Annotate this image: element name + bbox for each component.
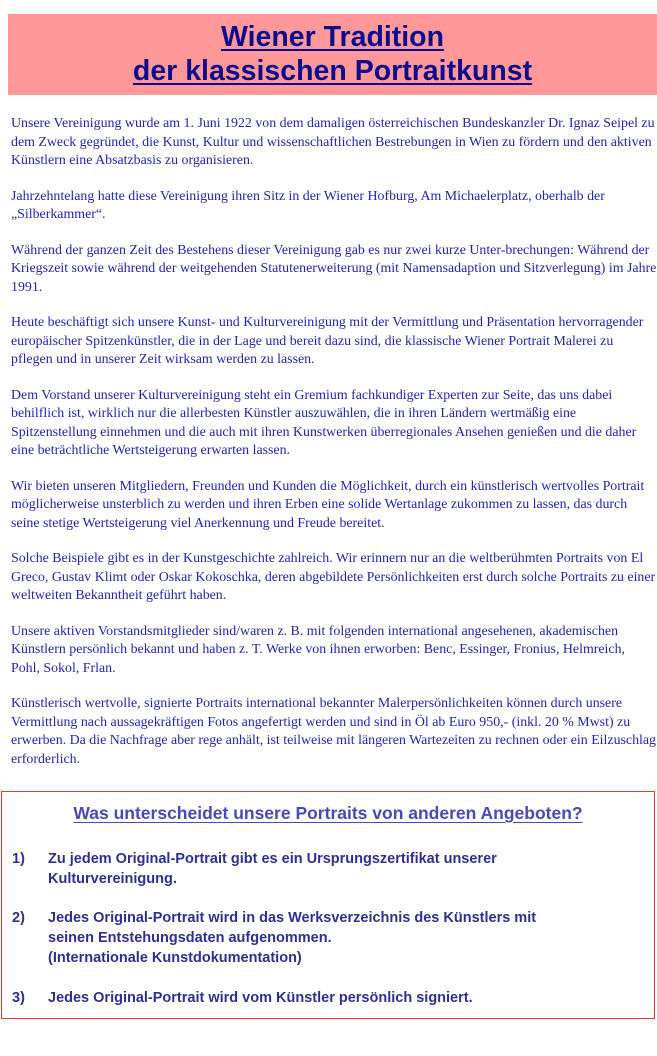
intro-text: [11, 115, 657, 786]
paragraph-board-members: Unsere aktiven Vorstandsmitglieder sind/waren z. B. mit folgenden international angesehenen, akademischen Künstlern persönlich bekannt und haben z. T. Werke von ihnen erworben: Benc, Essinger, Fronius, Helmreich, Pohl, Sokol, Frlan.: [11, 623, 625, 676]
features-heading: Was unterscheidet unsere Portraits von anderen Angeboten?: [73, 803, 583, 823]
paragraph-experts: Dem Vorstand unserer Kulturvereinigung steht ein Gremium fachkundiger Experten zur Seite, das uns dabei behilflich ist, wirklich nur die allerbesten Künstler auszuwählen, die in ihren Ländern wertmäßig eine Spitzenstellung einnehmen und die auch mit ihren Kunstwerken überregionales Ansehen genießen und die daher eine beträchtliche Wertsteigerung erwarten lassen.: [11, 387, 637, 458]
feature-line: Kulturvereinigung.: [48, 871, 177, 887]
feature-item-3: [12, 988, 642, 1008]
feature-number: 2): [12, 910, 25, 926]
paragraph-hofburg: Jahrzehntelang hatte diese Vereinigung ihren Sitz in der Wiener Hofburg, Am Michaelerplatz, oberhalb der „Silberkammer“.: [11, 188, 605, 222]
paragraph-offer: Wir bieten unseren Mitgliedern, Freunden und Kunden die Möglichkeit, durch ein künstlerisch wertvolles Portrait möglicherweise unsterblich zu werden und ihren Erben eine solide Wertanlage zukommen zu lassen, das durch seine stetige Wertsteigerung viel Anerkennung und Freude bereitet.: [11, 478, 645, 531]
paragraph-interruptions: Während der ganzen Zeit des Bestehens dieser Vereinigung gab es nur zwei kurze Unter-brechungen: Während der Kriegszeit sowie während der weitgehenden Statutenerweiterung (mit Namensadaption und Sitzverlegung) im Jahre 1991.: [11, 242, 657, 295]
feature-number: 1): [12, 851, 25, 867]
paragraph-pricing: Künstlerisch wertvolle, signierte Portraits international bekannter Malerpersönlichkeiten können durch unsere Vermittlung nach aussagekräftigen Fotos angefertigt werden und sind in Öl ab Euro 950,- (inkl. 20 % Mwst) zu erwerben. Da die Nachfrage aber rege anhält, ist teilweise mit längeren Wartezeiten zu rechnen oder ein Eilzuschlag erforderlich.: [11, 696, 656, 767]
feature-line: seinen Entstehungsdaten aufgenommen.: [48, 930, 332, 946]
feature-line: (Internationale Kunstdokumentation): [48, 950, 302, 966]
paragraph-founding: Unsere Vereinigung wurde am 1. Juni 1922 von dem damaligen österreichischen Bundeskanzler Dr. Ignaz Seipel zu dem Zweck gegründet, die Kunst, Kultur und wissenschaftlichen Bestrebungen in Wien zu fördern und den aktiven Künstlern eine Absatzbasis zu organisieren.: [11, 116, 655, 168]
feature-item-1: [12, 849, 642, 889]
feature-item-2: [12, 908, 642, 968]
feature-line: Jedes Original-Portrait wird in das Werksverzeichnis des Künstlers mit: [48, 910, 537, 926]
feature-line: Zu jedem Original-Portrait gibt es ein Ursprungszertifikat unserer: [48, 851, 497, 867]
features-box: [1, 791, 655, 1019]
paragraph-examples: Solche Beispiele gibt es in der Kunstgeschichte zahlreich. Wir erinnern nur an die weltberühmten Portraits von El Greco, Gustav Klimt oder Oskar Kokoschka, deren abgebildete Persönlichkeiten erst durch solche Portraits zu einer weltweiten Bekanntheit geführt haben.: [11, 551, 656, 603]
page-title-line-2: der klassischen Portraitkunst: [132, 55, 533, 87]
title-banner: [8, 14, 657, 95]
page-title-line-1: Wiener Tradition: [220, 21, 445, 53]
feature-number: 3): [12, 990, 25, 1006]
paragraph-today: Heute beschäftigt sich unsere Kunst- und Kulturvereinigung mit der Vermittlung und Präsentation hervorragender europäischer Spitzenkünstler, die in der Lage und bereit dazu sind, die klassische Wiener Portrait Malerei zu pflegen und in unserer Zeit wirksam werden zu lassen.: [11, 315, 644, 367]
feature-line: Jedes Original-Portrait wird vom Künstler persönlich signiert.: [48, 990, 473, 1006]
